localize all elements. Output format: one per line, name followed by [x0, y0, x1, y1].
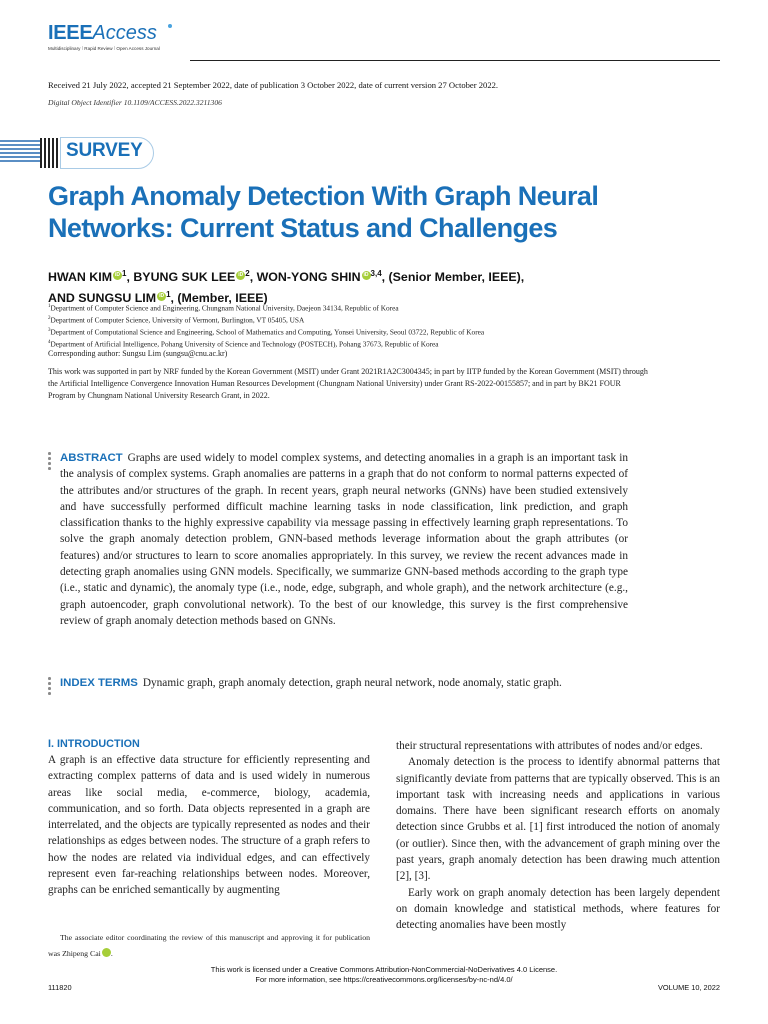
author-name: , WON-YONG SHIN — [249, 270, 361, 285]
affiliation-item: $^1$Department of Computer Science and Engineering, Chungnam National University, Daejeon 34134, Republic of Korea — [48, 303, 399, 313]
author-affil: 2 — [245, 269, 250, 278]
index-terms-label: INDEX TERMS — [60, 677, 138, 689]
author-name: HWAN KIM — [48, 270, 113, 285]
paragraph: Anomaly detection is the process to identify abnormal patterns that significantly deviate from patterns that are typically observed. This is an important task with increasing needs and applications in various domains. There have been significant research efforts on anomaly detection since Grubbs et al. [1] first introduced the notion of anomaly (or outlier). Since then, with the advancement of graph mining over the past years, graph anomaly detection has been drawing much attention [2], [3]. — [396, 756, 720, 883]
affiliation-item: $^2$Department of Computer Science, University of Vermont, Burlington, VT 05405, USA — [48, 315, 305, 325]
section-heading: I. INTRODUCTION — [48, 738, 140, 750]
logo-dot-icon — [168, 24, 172, 28]
abstract — [60, 450, 628, 629]
survey-banner — [0, 136, 160, 170]
paragraph: A graph is an effective data structure for efficiently representing and extracting complex patterns of data and is used widely in numerous areas like social media, e-commerce, biology, academia, communication, and so forth. Data objects represented in a graph are interrelated, and the objects are typically represented as nodes and their relationships as edges between nodes. The structure of a graph refers to how the nodes are related via individual edges, and can effectively represent even far-reaching relationships between nodes. Moreover, graphs can be enriched semantically by augmenting — [48, 754, 370, 897]
section-dots-icon — [48, 677, 52, 697]
banner-bars — [40, 138, 58, 168]
abstract-label: ABSTRACT — [60, 452, 123, 464]
page-number: 111820 — [48, 983, 72, 992]
orcid-icon[interactable]: iD — [115, 272, 121, 279]
logo-access: Access — [92, 22, 157, 44]
paragraph: Early work on graph anomaly detection has been largely dependent on domain knowledge and statistical methods, where features for detecting anomalies have been mostly — [396, 886, 720, 932]
doi: Digital Object Identifier 10.1109/ACCESS.2022.3211306 — [48, 98, 222, 107]
paragraph: their structural representations with attributes of nodes and/or edges. — [396, 740, 703, 752]
logo-tagline: Multidisciplinary ⁞ Rapid Review ⁞ Open Access Journal — [48, 46, 160, 51]
license-line-1: This work is licensed under a Creative Commons Attribution-NonCommercial-NoDerivatives 4.0 License. — [210, 965, 558, 974]
license-link[interactable]: For more information, see https://creativecommons.org/licenses/by-nc-nd/4.0/ — [255, 975, 513, 984]
author-affil: 3,4 — [370, 269, 382, 278]
column-left — [48, 738, 370, 899]
index-terms-text: Dynamic graph, graph anomaly detection, graph neural network, node anomaly, static graph. — [142, 677, 562, 689]
index-terms — [60, 675, 628, 691]
corresponding-author: Corresponding author: Sungsu Lim (sungsu@cnu.ac.kr) — [48, 349, 228, 358]
journal-logo — [48, 22, 160, 51]
orcid-icon[interactable]: iD — [102, 948, 111, 957]
footnote-text: The associate editor coordinating the review of this manuscript and approving it for publication was Zhipeng Cai — [48, 933, 370, 959]
column-right — [396, 738, 720, 934]
title-line-1: Graph Anomaly Detection With Graph Neural — [48, 181, 599, 211]
affiliation-item: $^3$Department of Computational Science and Engineering, School of Mathematics and Computing, Yonsei University, Seoul 03722, Republic of Korea — [48, 327, 485, 337]
title-line-2: Networks: Current Status and Challenges — [48, 213, 558, 243]
author-name: AND SUNGSU LIM — [48, 291, 157, 306]
volume-info: VOLUME 10, 2022 — [657, 983, 720, 992]
author-name: , BYUNG SUK LEE — [126, 270, 236, 285]
orcid-icon[interactable]: iD — [238, 272, 244, 279]
paper-title — [48, 180, 608, 244]
section-dots-icon — [48, 452, 52, 472]
affiliations — [48, 302, 484, 350]
author-membership: , (Senior Member, IEEE), — [381, 270, 525, 285]
author-membership: , (Member, IEEE) — [170, 291, 268, 306]
author-list — [48, 265, 728, 307]
author-affil: 1 — [166, 290, 171, 300]
logo-ieee: IEEE — [48, 22, 93, 44]
received-dates: Received 21 July 2022, accepted 21 September 2022, date of publication 3 October 2022, date of current version 27 October 2022. — [48, 80, 499, 90]
header-rule — [190, 60, 720, 61]
banner-label: SURVEY — [66, 140, 143, 161]
funding-statement: This work was supported in part by NRF funded by the Korean Government (MSIT) under Grant 2021R1A2C3004345; in part by IITP funded by the Korean Government (MSIT) through the Artificial Intelligence Convergence Innovation Human Resources Development (Chungnam National University) under Grant RS-2022-00155857; and in part by BK21 FOUR Program by Chungnam National University Research Grant, in 2022. — [48, 367, 648, 400]
orcid-icon[interactable]: iD — [159, 293, 165, 300]
banner-stripes — [0, 140, 40, 166]
orcid-icon[interactable]: iD — [363, 272, 369, 279]
abstract-text: Graphs are used widely to model complex systems, and detecting anomalies in a graph is an important task in the analysis of complex systems. Graph anomalies are patterns in a graph that do not conform to normal patterns expected of the attributes and/or structures of the graph. In recent years, graph neural networks (GNNs) have been studied extensively and have successfully performed difficult machine learning tasks in node classification, link prediction, and graph classification thanks to the highly expressive capability via message passing in effectively learning graph representations. To solve the graph anomaly detection problem, GNN-based methods leverage information about the graph attributes (or features) and/or structures to learn to score anomalies appropriately. In this survey, we review the recent advances made in detecting graph anomalies using GNN models. Specifically, we summarize GNN-based methods according to the graph type (i.e., static and dynamic), the anomaly type (i.e., node, edge, subgraph, and whole graph), and the network architecture (e.g., graph autoencoder, graph convolutional network). To the best of our knowledge, this survey is the first comprehensive review of graph anomaly detection methods based on GNNs. — [60, 452, 628, 627]
editor-footnote: The associate editor coordinating the review of this manuscript and approving it for publication was Zhipeng Cai iD. — [48, 933, 370, 959]
affiliation-item: $^4$Department of Artificial Intelligence, Pohang University of Science and Technology (POSTECH), Pohang 37673, Republic of Korea — [48, 339, 439, 349]
author-affil: 1 — [122, 269, 127, 278]
